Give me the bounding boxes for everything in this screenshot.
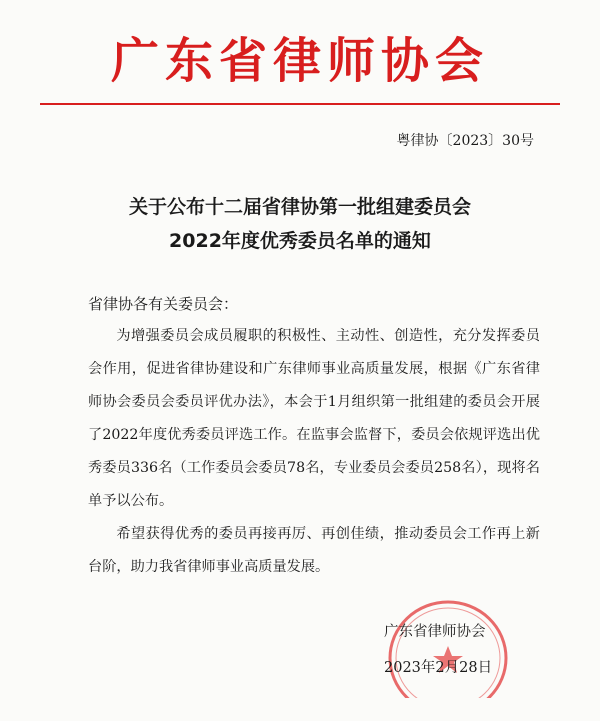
- document-body: [88, 320, 540, 584]
- official-seal-icon: [378, 598, 518, 698]
- body-paragraph-1: 为增强委员会成员履职的积极性、主动性、创造性，充分发挥委员会作用，促进省律协建设和广东律师事业高质量发展，根据《广东省律师协会委员会委员评优办法》，本会于1月组织第一批组建的委员会开展了2022年度优秀委员评选工作。在监事会监督下，委员会依规评选出优秀委员336名（工作委员会委员78名，专业委员会委员258名），现将名单予以公布。: [88, 328, 540, 509]
- letterhead-title: 广东省律师协会: [110, 33, 489, 89]
- body-paragraph-2: 希望获得优秀的委员再接再厉、再创佳绩，推动委员会工作再上新台阶，助力我省律师事业高质量发展。: [88, 526, 540, 575]
- document-title: [0, 190, 600, 258]
- document-number: 粤律协〔2023〕30号: [396, 133, 534, 149]
- issue-date: 2023年2月28日: [384, 660, 493, 676]
- title-line-1: 关于公布十二届省律协第一批组建委员会: [128, 196, 471, 218]
- letterhead-divider: [40, 103, 560, 105]
- title-line-2: 2022年度优秀委员名单的通知: [169, 230, 431, 252]
- salutation: 省律协各有关委员会：: [88, 295, 239, 313]
- signature-organization: 广东省律师协会: [384, 624, 486, 640]
